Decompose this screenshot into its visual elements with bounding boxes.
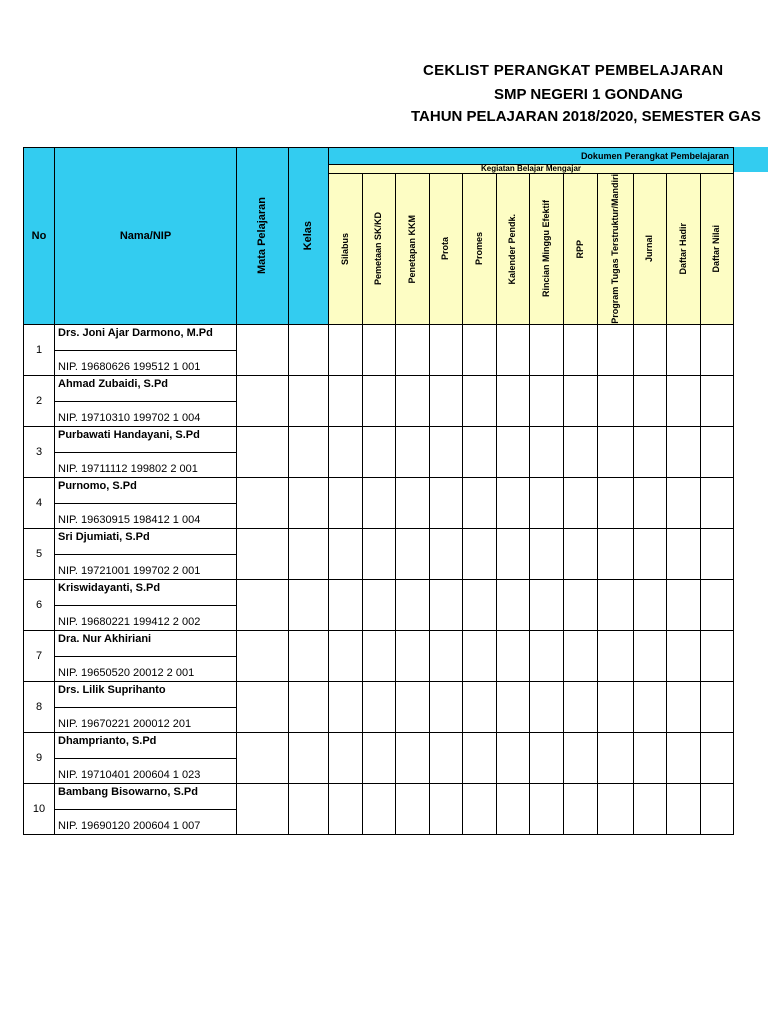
check-cell[interactable] [237,528,289,579]
check-cell[interactable] [463,477,497,528]
column-header [497,174,530,325]
check-cell[interactable] [497,630,530,681]
check-cell[interactable] [497,528,530,579]
check-cell[interactable] [363,783,396,834]
column-header-label: Pemetaan SK/KD [373,212,384,286]
header-dokumen-perangkat: Dokumen Perangkat Pembelajaran [329,148,734,165]
column-header [634,174,667,325]
check-cell[interactable] [497,426,530,477]
check-cell[interactable] [463,324,497,375]
check-cell[interactable] [667,426,701,477]
teacher-row [24,375,734,401]
column-header-label: RPP [574,239,585,259]
teacher-nip: NIP. 19680626 199512 1 001 [55,350,237,375]
teacher-name: Purbawati Handayani, S.Pd [55,426,237,452]
header-overflow-fill [733,147,768,172]
column-header-label: Silabus [339,232,350,265]
row-number: 8 [24,681,55,732]
check-cell[interactable] [396,681,430,732]
title-line-2: SMP NEGERI 1 GONDANG [494,86,683,103]
check-cell[interactable] [564,426,598,477]
column-header-label: Kalender Pendk. [507,213,518,285]
check-cell[interactable] [430,783,463,834]
teacher-name: Ahmad Zubaidi, S.Pd [55,375,237,401]
check-cell[interactable] [363,732,396,783]
teacher-row [24,579,734,605]
check-cell[interactable] [430,732,463,783]
column-header [363,174,396,325]
teacher-row [24,630,734,656]
row-number: 3 [24,426,55,477]
row-number: 5 [24,528,55,579]
check-cell[interactable] [701,528,734,579]
check-cell[interactable] [497,375,530,426]
check-cell[interactable] [396,426,430,477]
teacher-nip: NIP. 19721001 199702 2 001 [55,554,237,579]
check-cell[interactable] [634,477,667,528]
check-cell[interactable] [598,324,634,375]
check-cell[interactable] [701,630,734,681]
teacher-name: Purnomo, S.Pd [55,477,237,503]
check-cell[interactable] [598,375,634,426]
check-cell[interactable] [289,579,329,630]
check-cell[interactable] [329,732,363,783]
header-mata-pelajaran [237,148,289,325]
check-cell[interactable] [564,528,598,579]
check-cell[interactable] [530,477,564,528]
check-cell[interactable] [667,477,701,528]
check-cell[interactable] [530,681,564,732]
check-cell[interactable] [463,579,497,630]
check-cell[interactable] [396,579,430,630]
check-cell[interactable] [237,579,289,630]
teacher-nip: NIP. 19630915 198412 1 004 [55,503,237,528]
check-cell[interactable] [530,579,564,630]
check-cell[interactable] [329,426,363,477]
check-cell[interactable] [497,324,530,375]
teacher-name: Kriswidayanti, S.Pd [55,579,237,605]
teacher-name: Drs. Lilik Suprihanto [55,681,237,707]
check-cell[interactable] [463,783,497,834]
check-cell[interactable] [463,426,497,477]
column-header [564,174,598,325]
check-cell[interactable] [396,375,430,426]
column-header-label: Daftar Nilai [711,225,722,273]
check-cell[interactable] [564,681,598,732]
header-mata-pelajaran-label: Mata Pelajaran [255,197,268,275]
teacher-nip: NIP. 19670221 200012 201 [55,707,237,732]
column-header [430,174,463,325]
title-line-1: CEKLIST PERANGKAT PEMBELAJARAN [423,62,724,79]
check-cell[interactable] [396,630,430,681]
column-header [396,174,430,325]
check-cell[interactable] [667,528,701,579]
checklist-table [23,147,734,835]
check-cell[interactable] [463,732,497,783]
check-cell[interactable] [530,528,564,579]
check-cell[interactable] [497,783,530,834]
check-cell[interactable] [634,375,667,426]
check-cell[interactable] [396,324,430,375]
check-cell[interactable] [701,579,734,630]
check-cell[interactable] [237,630,289,681]
check-cell[interactable] [430,681,463,732]
teacher-row [24,681,734,707]
check-cell[interactable] [363,375,396,426]
row-number: 1 [24,324,55,375]
header-kegiatan-belajar: Kegiatan Belajar Mengajar [329,165,734,174]
check-cell[interactable] [237,324,289,375]
check-cell[interactable] [701,732,734,783]
teacher-row [24,426,734,452]
check-cell[interactable] [564,783,598,834]
check-cell[interactable] [430,324,463,375]
column-header-label: Penetapan KKM [406,214,417,284]
check-cell[interactable] [463,630,497,681]
check-cell[interactable] [598,732,634,783]
check-cell[interactable] [289,375,329,426]
check-cell[interactable] [237,375,289,426]
check-cell[interactable] [329,783,363,834]
check-cell[interactable] [329,324,363,375]
check-cell[interactable] [530,783,564,834]
check-cell[interactable] [289,324,329,375]
column-header [667,174,701,325]
check-cell[interactable] [530,630,564,681]
check-cell[interactable] [598,783,634,834]
check-cell[interactable] [701,681,734,732]
check-cell[interactable] [430,528,463,579]
check-cell[interactable] [564,579,598,630]
row-number: 9 [24,732,55,783]
check-cell[interactable] [634,732,667,783]
check-cell[interactable] [634,579,667,630]
check-cell[interactable] [497,579,530,630]
check-cell[interactable] [329,528,363,579]
check-cell[interactable] [329,477,363,528]
check-cell[interactable] [329,579,363,630]
check-cell[interactable] [237,732,289,783]
teacher-nip: NIP. 19690120 200604 1 007 [55,809,237,834]
check-cell[interactable] [634,324,667,375]
header-kelas-label: Kelas [301,221,314,251]
column-header-label: Promes [473,232,484,266]
check-cell[interactable] [329,681,363,732]
check-cell[interactable] [497,477,530,528]
teacher-name: Dhamprianto, S.Pd [55,732,237,758]
teacher-row [24,477,734,503]
check-cell[interactable] [634,681,667,732]
check-cell[interactable] [396,783,430,834]
check-cell[interactable] [430,630,463,681]
check-cell[interactable] [530,375,564,426]
check-cell[interactable] [463,375,497,426]
check-cell[interactable] [634,783,667,834]
check-cell[interactable] [289,783,329,834]
check-cell[interactable] [363,324,396,375]
teacher-name: Dra. Nur Akhiriani [55,630,237,656]
check-cell[interactable] [564,375,598,426]
teacher-nip: NIP. 19710401 200604 1 023 [55,758,237,783]
check-cell[interactable] [289,528,329,579]
title-line-3: TAHUN PELAJARAN 2018/2020, SEMESTER GAS [411,108,761,125]
check-cell[interactable] [289,630,329,681]
teacher-row [24,324,734,350]
check-cell[interactable] [363,630,396,681]
check-cell[interactable] [329,630,363,681]
check-cell[interactable] [396,477,430,528]
check-cell[interactable] [289,477,329,528]
column-header-label: Daftar Hadir [677,223,688,275]
row-number: 10 [24,783,55,834]
check-cell[interactable] [530,732,564,783]
check-cell[interactable] [667,375,701,426]
column-header-label: Prota [440,237,451,261]
check-cell[interactable] [701,783,734,834]
check-cell[interactable] [667,681,701,732]
header-kelas [289,148,329,325]
check-cell[interactable] [598,477,634,528]
check-cell[interactable] [564,477,598,528]
column-header [701,174,734,325]
check-cell[interactable] [430,579,463,630]
teacher-row [24,732,734,758]
check-cell[interactable] [701,426,734,477]
check-cell[interactable] [237,477,289,528]
teacher-nip: NIP. 19650520 20012 2 001 [55,656,237,681]
check-cell[interactable] [430,426,463,477]
row-number: 6 [24,579,55,630]
teacher-row [24,783,734,809]
row-number: 2 [24,375,55,426]
check-cell[interactable] [598,579,634,630]
check-cell[interactable] [237,681,289,732]
check-cell[interactable] [667,324,701,375]
check-cell[interactable] [289,732,329,783]
check-cell[interactable] [530,324,564,375]
row-number: 7 [24,630,55,681]
check-cell[interactable] [363,477,396,528]
check-cell[interactable] [667,630,701,681]
column-header-label: Rincian Minggu Efektif [540,200,551,298]
check-cell[interactable] [667,732,701,783]
check-cell[interactable] [564,630,598,681]
teacher-name: Sri Djumiati, S.Pd [55,528,237,554]
check-cell[interactable] [237,426,289,477]
check-cell[interactable] [598,426,634,477]
check-cell[interactable] [463,681,497,732]
check-cell[interactable] [667,783,701,834]
check-cell[interactable] [430,477,463,528]
check-cell[interactable] [598,630,634,681]
check-cell[interactable] [463,528,497,579]
check-cell[interactable] [497,681,530,732]
check-cell[interactable] [530,426,564,477]
check-cell[interactable] [363,579,396,630]
teacher-name: Bambang Bisowarno, S.Pd [55,783,237,809]
teacher-name: Drs. Joni Ajar Darmono, M.Pd [55,324,237,350]
teacher-nip: NIP. 19711112 199802 2 001 [55,452,237,477]
header-no: No [24,148,55,325]
check-cell[interactable] [396,732,430,783]
column-header-label: Jurnal [644,235,655,263]
check-cell[interactable] [363,528,396,579]
column-header [530,174,564,325]
check-cell[interactable] [237,783,289,834]
teacher-row [24,528,734,554]
check-cell[interactable] [634,630,667,681]
check-cell[interactable] [289,426,329,477]
header-nama-nip: Nama/NIP [55,148,237,325]
column-header [598,174,634,325]
check-cell[interactable] [430,375,463,426]
check-cell[interactable] [598,681,634,732]
check-cell[interactable] [701,477,734,528]
column-header [329,174,363,325]
check-cell[interactable] [667,579,701,630]
check-cell[interactable] [363,426,396,477]
check-cell[interactable] [396,528,430,579]
check-cell[interactable] [329,375,363,426]
check-cell[interactable] [598,528,634,579]
teacher-nip: NIP. 19710310 199702 1 004 [55,401,237,426]
check-cell[interactable] [701,324,734,375]
check-cell[interactable] [497,732,530,783]
column-header-label: Program Tugas Terstruktur/Mandiri [609,174,620,324]
check-cell[interactable] [564,324,598,375]
row-number: 4 [24,477,55,528]
check-cell[interactable] [634,528,667,579]
title-block [0,0,768,140]
check-cell[interactable] [634,426,667,477]
check-cell[interactable] [289,681,329,732]
check-cell[interactable] [564,732,598,783]
teacher-nip: NIP. 19680221 199412 2 002 [55,605,237,630]
check-cell[interactable] [701,375,734,426]
column-header [463,174,497,325]
check-cell[interactable] [363,681,396,732]
